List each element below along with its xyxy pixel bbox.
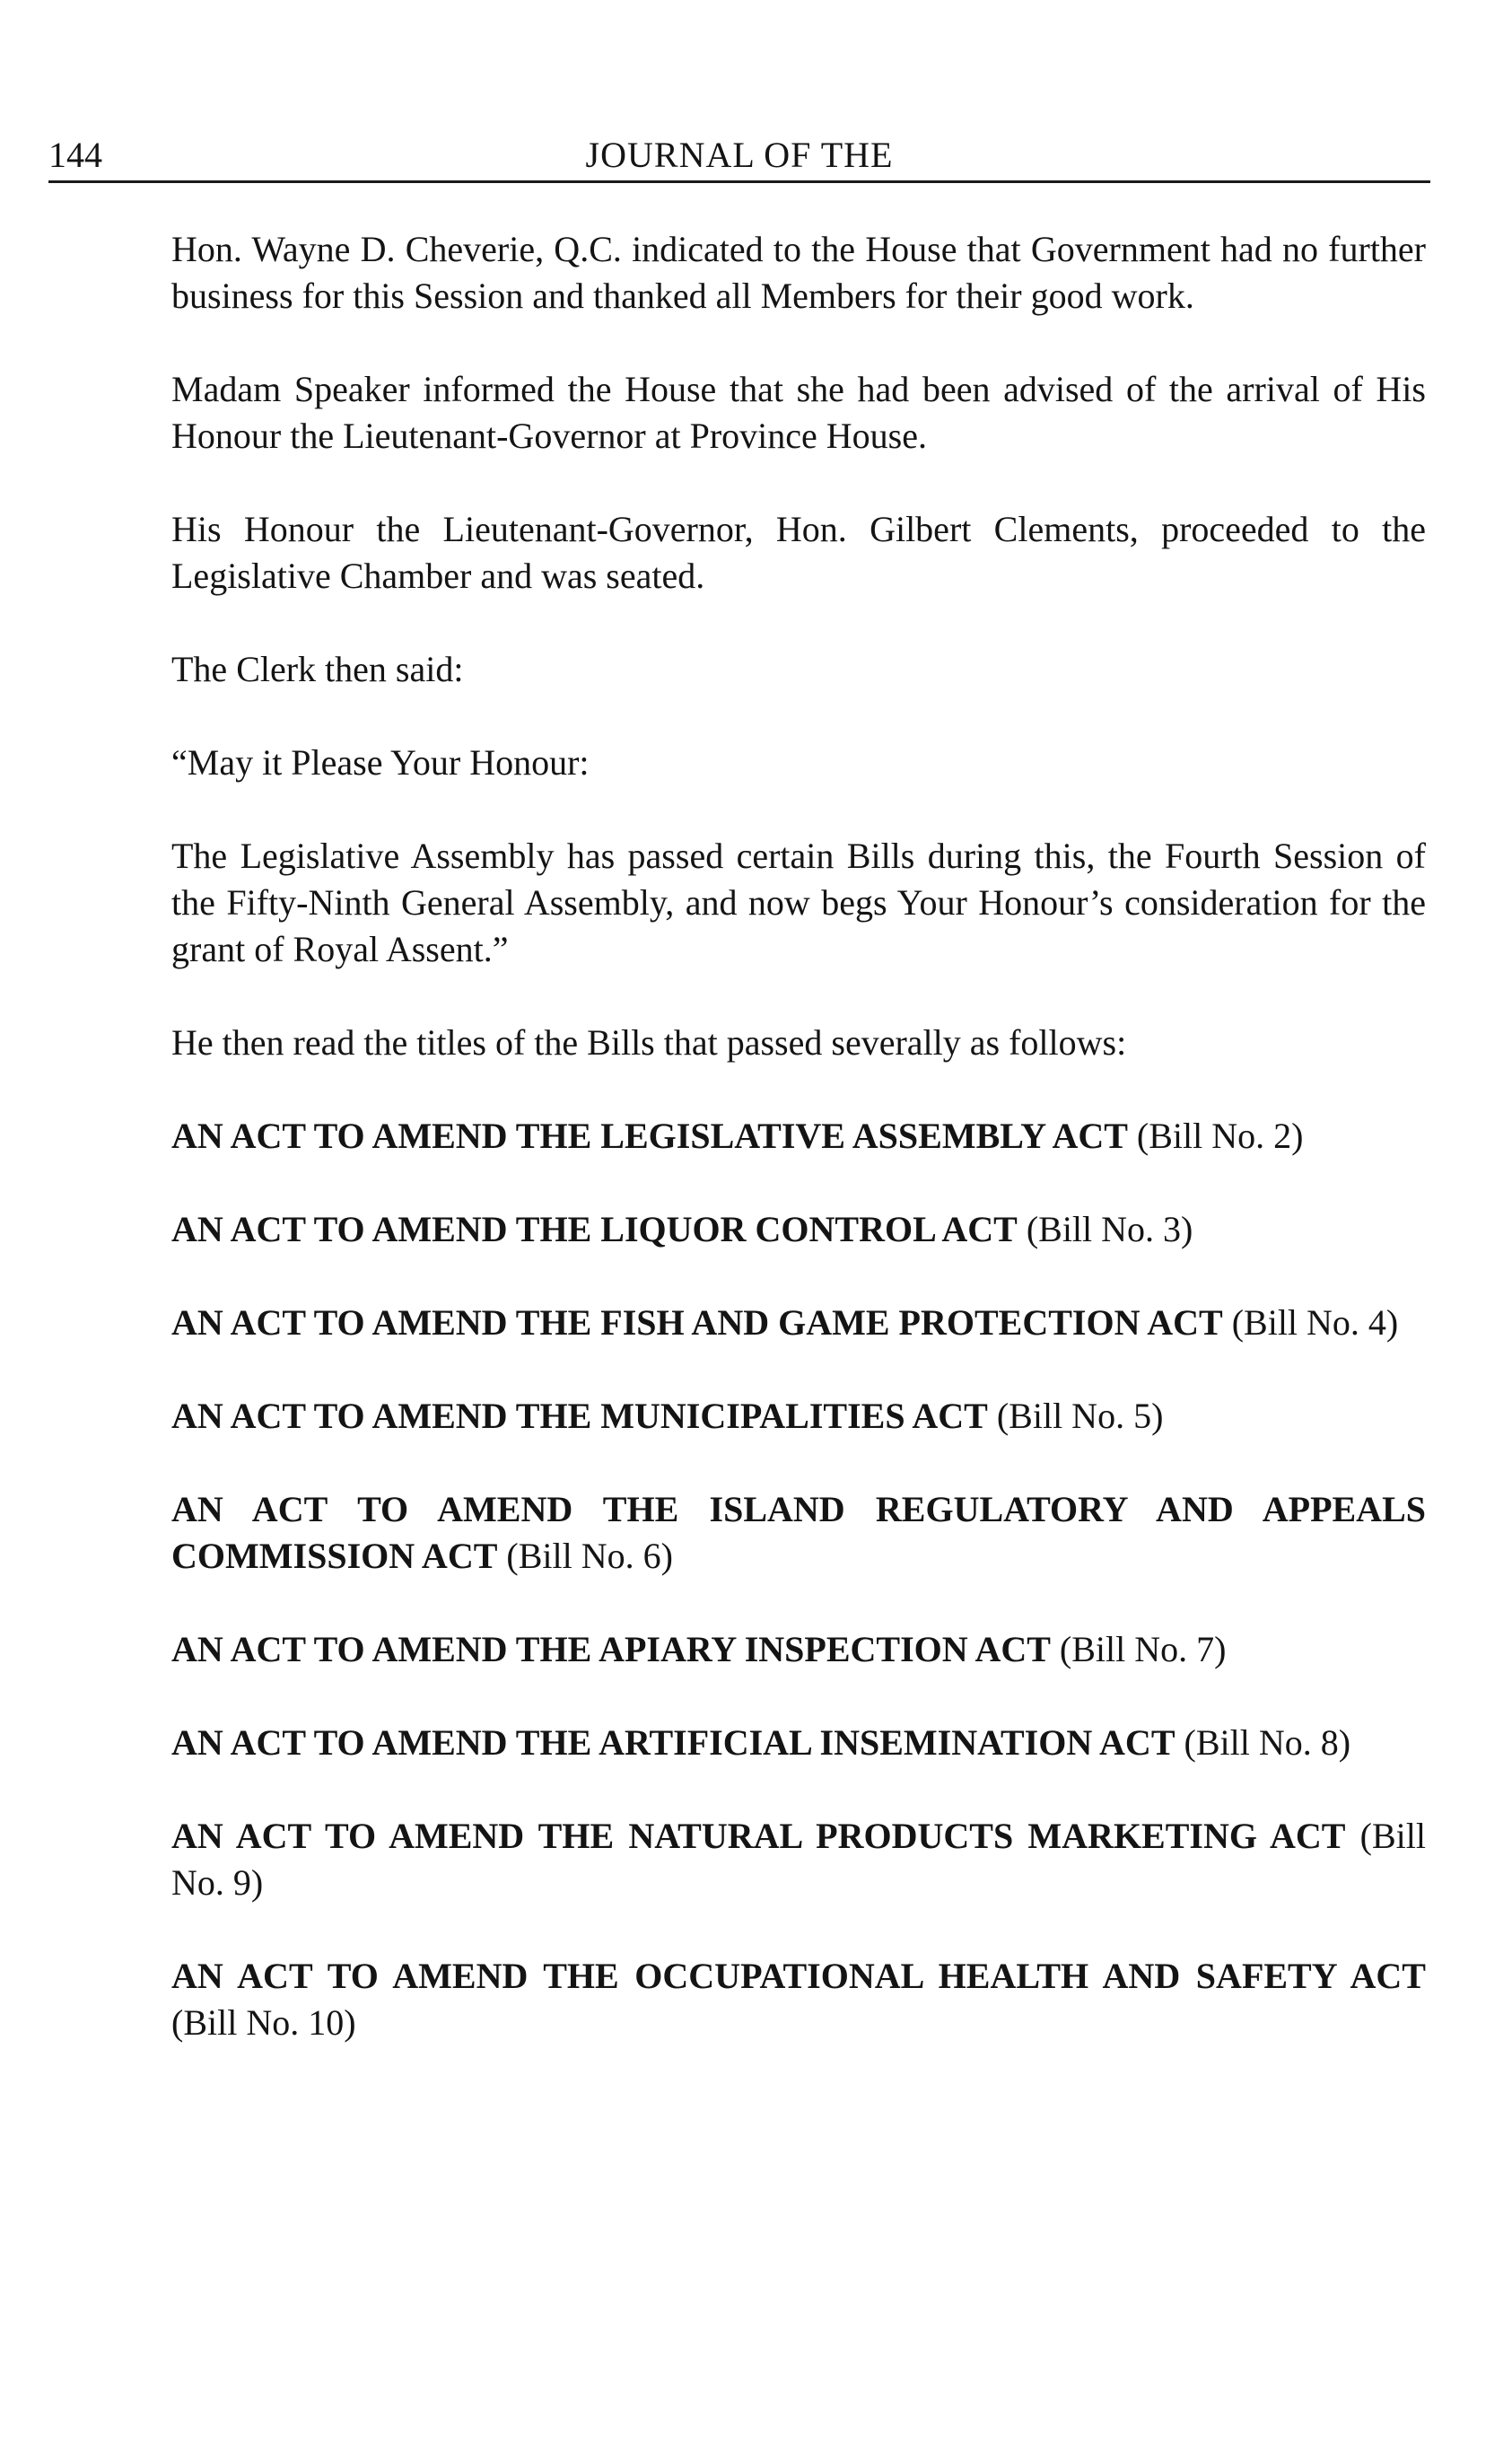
bill-entry bbox=[171, 1300, 1426, 1346]
page-number: 144 bbox=[48, 135, 102, 175]
paragraph: “May it Please Your Honour: bbox=[171, 742, 590, 783]
paragraph: The Legislative Assembly has passed certain Bills during this, the Fourth Session of the Fifty-Ninth General Assembly, and now begs Your Honour’s consideration for the grant of Royal Assent.” bbox=[171, 836, 1426, 969]
page-header bbox=[48, 130, 1430, 183]
bill-title: AN ACT TO AMEND THE OCCUPATIONAL HEALTH AND SAFETY ACT bbox=[171, 1956, 1426, 1996]
bill-title: AN ACT TO AMEND THE FISH AND GAME PROTECTION ACT bbox=[171, 1302, 1223, 1343]
bill-title: AN ACT TO AMEND THE LIQUOR CONTROL ACT bbox=[171, 1209, 1018, 1249]
bill-entry bbox=[171, 1206, 1426, 1253]
bill-entry bbox=[171, 1393, 1426, 1440]
bill-number: (Bill No. 7) bbox=[1059, 1629, 1227, 1669]
bill-number: (Bill No. 8) bbox=[1184, 1722, 1351, 1763]
bill-number: (Bill No. 2) bbox=[1136, 1116, 1304, 1156]
bill-title: AN ACT TO AMEND THE ISLAND REGULATORY AND APPEALS COMMISSION ACT bbox=[171, 1489, 1426, 1576]
bill-entry bbox=[171, 1720, 1426, 1766]
bill-number: (Bill No. 10) bbox=[171, 2002, 356, 2043]
bill-number: (Bill No. 9) bbox=[171, 1816, 1427, 1903]
paragraph: Madam Speaker informed the House that she had been advised of the arrival of His Honour the Lieutenant-Governor at Province House. bbox=[171, 369, 1426, 456]
bill-entry bbox=[171, 1813, 1426, 1906]
bill-title: AN ACT TO AMEND THE ARTIFICIAL INSEMINATION ACT bbox=[171, 1722, 1176, 1763]
paragraph: Hon. Wayne D. Cheverie, Q.C. indicated to the House that Government had no further business for this Session and thanked all Members for their good work. bbox=[171, 229, 1426, 316]
running-head: JOURNAL OF THE bbox=[585, 135, 894, 175]
bill-entry bbox=[171, 1486, 1426, 1580]
bill-title: AN ACT TO AMEND THE APIARY INSPECTION ACT bbox=[171, 1629, 1051, 1669]
paragraph: He then read the titles of the Bills that passed severally as follows: bbox=[171, 1022, 1127, 1063]
paragraph: The Clerk then said: bbox=[171, 649, 464, 689]
journal-body bbox=[171, 226, 1426, 2093]
bill-title: AN ACT TO AMEND THE NATURAL PRODUCTS MARKETING ACT bbox=[171, 1816, 1346, 1856]
bill-title: AN ACT TO AMEND THE LEGISLATIVE ASSEMBLY ACT bbox=[171, 1116, 1128, 1156]
bill-entry bbox=[171, 1626, 1426, 1673]
bill-entry bbox=[171, 1113, 1426, 1160]
bill-entry bbox=[171, 1953, 1426, 2046]
bill-number: (Bill No. 3) bbox=[1026, 1209, 1193, 1249]
bill-number: (Bill No. 5) bbox=[996, 1396, 1164, 1436]
bill-title: AN ACT TO AMEND THE MUNICIPALITIES ACT bbox=[171, 1396, 988, 1436]
bill-number: (Bill No. 6) bbox=[506, 1536, 673, 1576]
paragraph: His Honour the Lieutenant-Governor, Hon. Gilbert Clements, proceeded to the Legislative Chamber and was seated. bbox=[171, 509, 1426, 596]
bill-number: (Bill No. 4) bbox=[1231, 1302, 1399, 1343]
